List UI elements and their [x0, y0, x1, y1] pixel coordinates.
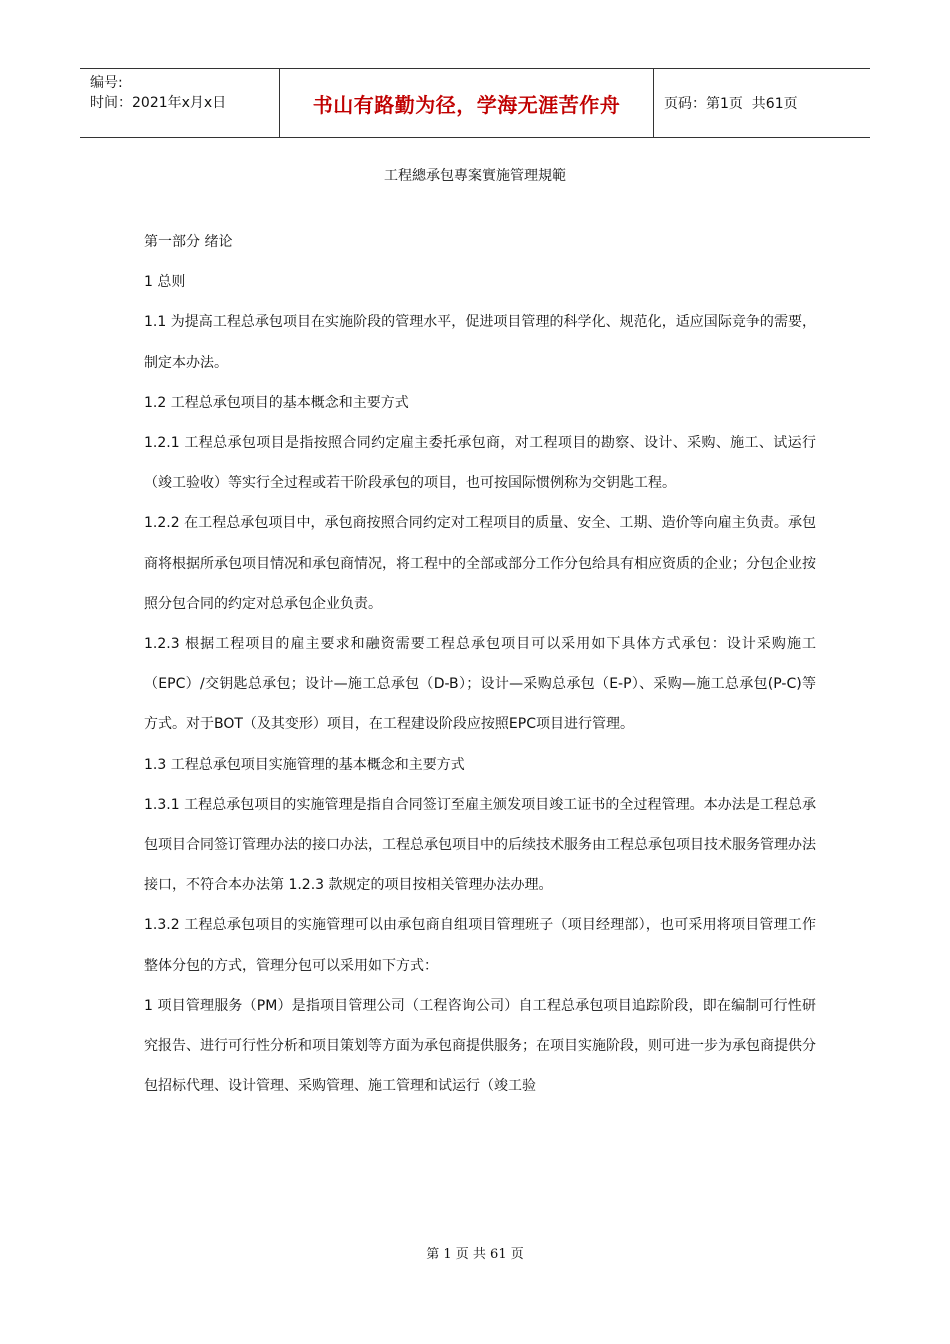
document-title: 工程總承包專案實施管理規範 [384, 168, 566, 184]
header-page-cell [654, 69, 870, 137]
page-footer: 第 1 页 共 61 页 [426, 1247, 524, 1262]
paragraph: 1 总则 [144, 274, 186, 291]
paragraph: 1.3 工程总承包项目实施管理的基本概念和主要方式 [144, 756, 465, 773]
paragraph: 1.3.1 工程总承包项目的实施管理是指自合同签订至雇主颁发项目竣工证书的全过程管理。本办法是工程总承包项目合同签订管理办法的接口办法，工程总承包项目中的后续技术服务由工程总承包项目技术服务管理办法接口，不符合本办法第 1.2.3 款规定的项目按相关管理办法办理。 [144, 796, 816, 894]
paragraph: 1.2.2 在工程总承包项目中，承包商按照合同约定对工程项目的质量、安全、工期、造价等向雇主负责。承包商将根据所承包项目情况和承包商情况，将工程中的全部或部分工作分包给具有相应资质的企业；分包企业按照分包合同的约定对总承包企业负责。 [144, 515, 816, 612]
paragraph: 1.1 为提高工程总承包项目在实施阶段的管理水平，促进项目管理的科学化、规范化，适应国际竞争的需要，制定本办法。 [144, 314, 816, 371]
header-motto: 书山有路勤为径，学海无涯苦作舟 [280, 69, 654, 137]
header-meta-cell [80, 69, 280, 137]
paragraph: 1.2.3 根据工程项目的雇主要求和融资需要工程总承包项目可以采用如下具体方式承包：设计采购施工（EPC）/交钥匙总承包；设计—施工总承包（D-B）；设计—采购总承包（E-P）、采购—施工总承包(P-C)等方式。对于BOT（及其变形）项目，在工程建设阶段应按照EPC项目进行管理。 [144, 636, 816, 733]
document-number-label: 编号: [90, 75, 123, 91]
document-body [144, 222, 816, 1106]
header-page-label: 页码：第1页 共61页 [664, 96, 798, 112]
paragraph: 1.2 工程总承包项目的基本概念和主要方式 [144, 394, 409, 411]
paragraph: 第一部分 绪论 [144, 234, 233, 250]
paragraph: 1.2.1 工程总承包项目是指按照合同约定雇主委托承包商，对工程项目的勘察、设计、采购、施工、试运行（竣工验收）等实行全过程或若干阶段承包的项目，也可按国际惯例称为交钥匙工程。 [144, 435, 816, 492]
page-header [80, 68, 870, 138]
document-date-label: 时间：2021年x月x日 [90, 95, 227, 111]
paragraph: 1.3.2 工程总承包项目的实施管理可以由承包商自组项目管理班子（项目经理部），也可采用将项目管理工作整体分包的方式，管理分包可以采用如下方式： [144, 917, 816, 974]
paragraph: 1 项目管理服务（PM）是指项目管理公司（工程咨询公司）自工程总承包项目追踪阶段，即在编制可行性研究报告、进行可行性分析和项目策划等方面为承包商提供服务；在项目实施阶段，则可进一步为承包商提供分包招标代理、设计管理、采购管理、施工管理和试运行（竣工验 [144, 997, 816, 1095]
